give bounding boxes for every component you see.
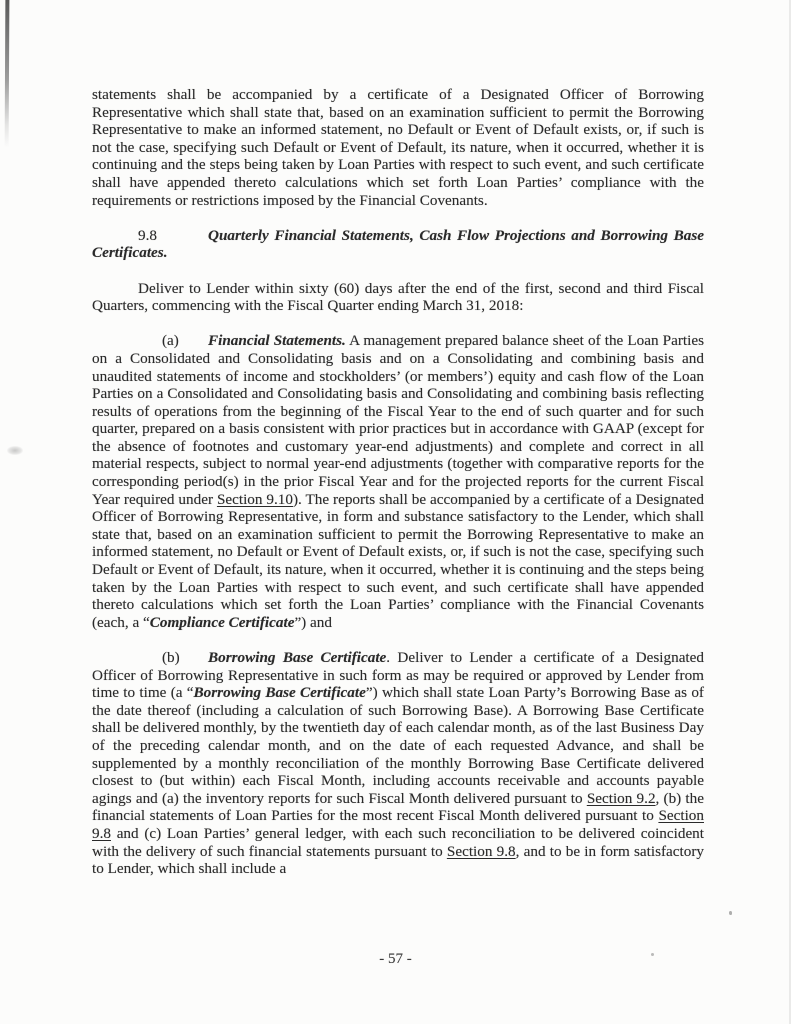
emphasized-term: Borrowing Base Certificate [193,684,366,702]
scan-smudge-artifact [7,446,23,455]
scan-edge-artifact [5,0,10,148]
emphasized-term: Financial Statements. [208,332,346,350]
section-reference: Section 9.2 [586,789,656,807]
emphasized-term: Quarterly Financial Statements, Cash Flow Projections and Borrowing Base Certificates. [92,226,704,262]
emphasized-term: Borrowing Base Certificate [208,649,387,666]
text-run: , (b) the financial statements of Loan Parties for the most recent Fiscal Month delivered pursuant to [92,789,704,825]
text-run: . Deliver to Lender a certificate of a Designated Officer of Borrowing Representative in such form as may be required or approved by Lender from time to time (a “ [92,649,704,702]
paragraph-p5 [92,649,704,878]
text-run: ”) which shall state Loan Party’s Borrowing Base as of the date thereof (including a calculation of such Borrowing Base). A Borrowing Base Certificate shall be delivered monthly, by the twentieth day of each calendar month, as of the last Business Day of the preceding calendar month, and on the date of each requested Advance, and shall be supplemented by a monthly reconciliation of the monthly Borrowing Base Certificate delivered closest to (but within) each Fiscal Month, including accounts receivable and accounts payable agings and (a) the inventory reports for such Fiscal Month delivered pursuant to [92,684,704,807]
text-run: Deliver to Lender within sixty (60) days after the end of the first, second and third Fiscal Quarters, commencing with the Fiscal Quarter ending March 31, 2018: [92,279,704,315]
section-reference: Section 9.8 [92,807,704,842]
text-run: , and to be in form satisfactory to Lender, which shall include a [92,842,704,878]
section-reference: Section 9.10 [216,490,293,508]
text-run: A management prepared balance sheet of the Loan Parties on a Consolidated and Consolidating basis and on a Consolidating and combining basis and unaudited statements of income and stockholders’ (or members’) equity and cash flow of the Loan Parties on a Consolidated and Consolidating basis and Consolidating and combining basis reflecting results of operations from the beginning of the Fiscal Year to the end of such quarter and for such quarter, prepared on a basis consistent with prior practices but in accordance with GAAP (except for the absence of footnotes and customary year-end adjustments) and complete and correct in all material respects, subject to normal year-end adjustments (together with comparative reports for the corresponding period(s) in the prior Fiscal Year and for the projected reports for the current Fiscal Year required under [92,332,704,508]
emphasized-term: Compliance Certificate [149,613,295,631]
paragraph-label: (a) [162,332,179,350]
section-reference: Section 9.8 [446,842,516,860]
document-text-block [92,86,704,878]
text-run: ”) and [294,613,332,631]
scan-speck-artifact [729,911,732,915]
text-run: ). The reports shall be accompanied by a certificate of a Designated Officer of Borrowing Representative, in form and substance satisfactory to the Lender, which shall state that, based on an examination sufficient to permit the Borrowing Representative to make an informed statement, no Default or Event of Default exists, or, if such is not the case, specifying such Default or Event of Default, its nature, when it occurred, whether it is continuing and the steps being taken by the Loan Parties with respect to such event, and such certificate shall have appended thereto calculations which set forth the Loan Parties’ compliance with the Financial Covenants (each, a “ [92,490,704,631]
paragraph-p2 [92,227,704,262]
page-number: - 57 - [379,951,412,967]
paragraph-label: 9.8 [138,226,157,244]
paragraph-p3 [92,280,704,315]
text-run: and (c) Loan Parties’ general ledger, with each such reconciliation to be delivered coincident with the delivery of such financial statements pursuant to [92,824,704,860]
paragraph-label: (b) [162,649,180,666]
paragraph-p1 [92,86,704,209]
paragraph-p4 [92,332,704,631]
text-run: statements shall be accompanied by a certificate of a Designated Officer of Borrowing Representative which shall state that, based on an examination sufficient to permit the Borrowing Representative to make an informed statement, no Default or Event of Default exists, or, if such is not the case, specifying such Default or Event of Default, its nature, when it occurred, whether it is continuing and the steps being taken by Loan Parties with respect to such event, and such certificate shall have appended thereto calculations which set forth Loan Parties’ compliance with the requirements or restrictions imposed by the Financial Covenants. [92,86,704,209]
